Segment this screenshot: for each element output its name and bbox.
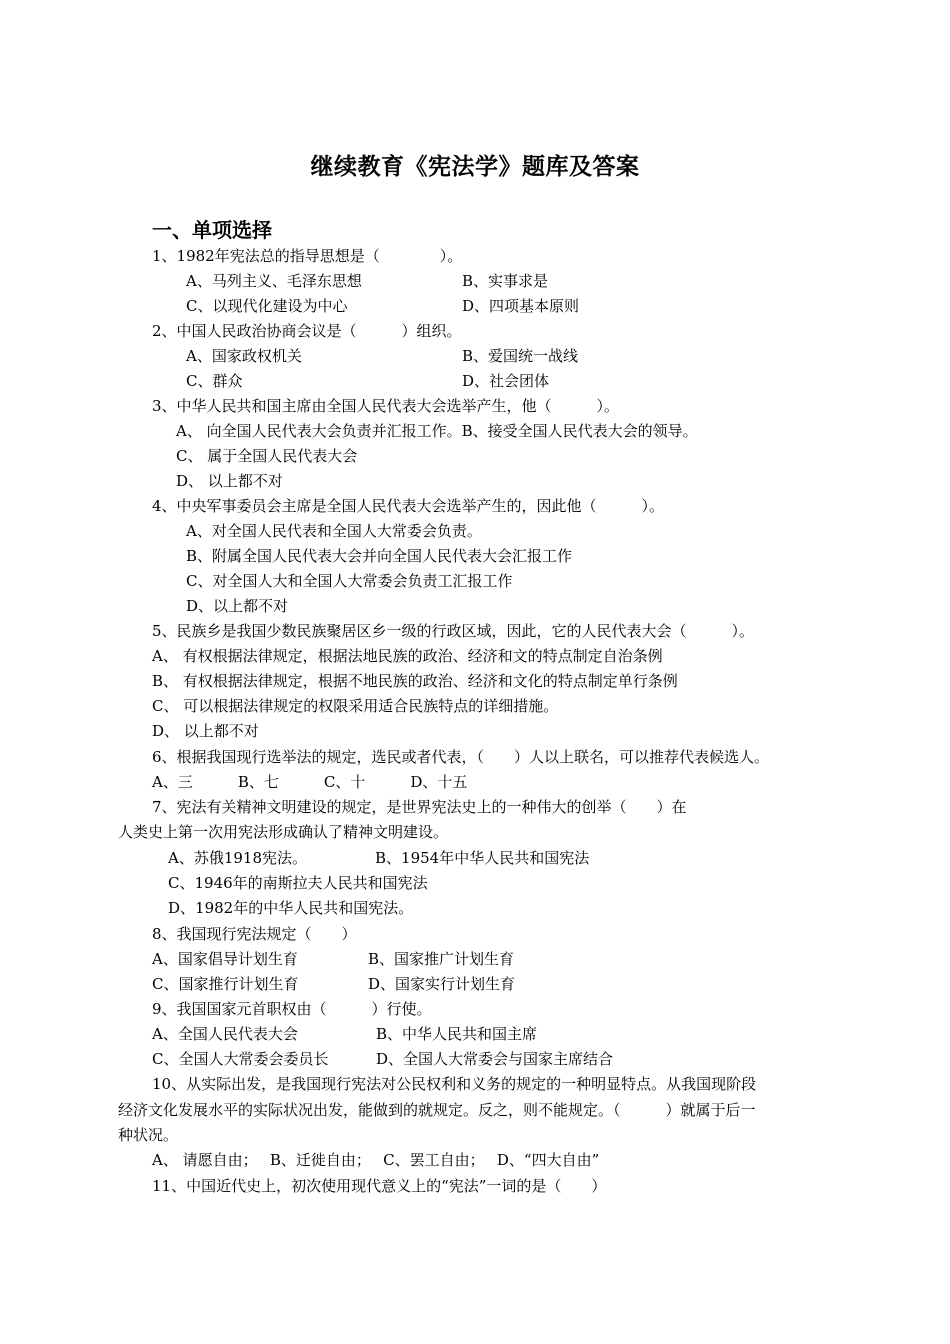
- question-7-option-a: A、苏俄1918宪法。: [168, 849, 308, 867]
- question-1-option-d: D、四项基本原则: [462, 297, 580, 315]
- question-5-option-b: B、 有权根据法律规定，根据不地民族的政治、经济和文化的特点制定单行条例: [152, 672, 678, 690]
- question-8-option-d: D、国家实行计划生育: [368, 975, 516, 993]
- question-4: 4、中央军事委员会主席是全国人民代表大会选举产生的，因此他（ ）。: [152, 497, 665, 515]
- question-2-option-d: D、社会团体: [462, 372, 550, 390]
- question-1: 1、1982年宪法总的指导思想是（ ）。: [152, 247, 463, 265]
- question-9-option-a: A、全国人民代表大会: [152, 1025, 298, 1043]
- question-5-option-d: D、 以上都不对: [152, 722, 259, 740]
- question-3: 3、中华人民共和国主席由全国人民代表大会选举产生，他（ ）。: [152, 397, 620, 415]
- question-7-option-c: C、1946年的南斯拉夫人民共和国宪法: [168, 874, 428, 892]
- question-5-option-c: C、 可以根据法律规定的权限采用适合民族特点的详细措施。: [152, 697, 559, 715]
- question-6: 6、根据我国现行选举法的规定，选民或者代表，（ ）人以上联名，可以推荐代表候选人。: [152, 748, 770, 766]
- question-8-option-a: A、国家倡导计划生育: [152, 950, 298, 968]
- question-6-options: A、三 B、七 C、十 D、十五: [152, 773, 468, 791]
- question-9-option-b: B、中华人民共和国主席: [376, 1025, 538, 1043]
- question-10-options: A、 请愿自由； B、迁徙自由； C、罢工自由； D、“四大自由”: [152, 1151, 600, 1169]
- question-3-option-d: D、 以上都不对: [176, 472, 283, 490]
- question-7-option-d: D、1982年的中华人民共和国宪法。: [168, 899, 414, 917]
- question-1-option-c: C、以现代化建设为中心: [186, 297, 348, 315]
- question-2-option-b: B、爱国统一战线: [462, 347, 579, 365]
- question-5: 5、民族乡是我国少数民族聚居区乡一级的行政区域，因此，它的人民代表大会（ ）。: [152, 622, 755, 640]
- question-10: 10、从实际出发，是我国现行宪法对公民权利和义务的规定的一种明显特点。从我国现阶段: [152, 1075, 757, 1093]
- question-1-option-b: B、实事求是: [462, 272, 549, 290]
- question-2-option-a: A、国家政权机关: [186, 347, 302, 365]
- document-title: 继续教育《宪法学》题库及答案: [310, 154, 640, 180]
- question-7-option-b: B、1954年中华人民共和国宪法: [375, 849, 590, 867]
- question-3-options-ab: A、 向全国人民代表大会负责并汇报工作。B、接受全国人民代表大会的领导。: [176, 422, 698, 440]
- question-4-option-d: D、以上都不对: [186, 597, 289, 615]
- question-9: 9、我国国家元首职权由（ ）行使。: [152, 1000, 432, 1018]
- question-10-continued-2: 种状况。: [118, 1126, 179, 1144]
- question-1-option-a: A、马列主义、毛泽东思想: [186, 272, 362, 290]
- question-9-option-c: C、全国人大常委会委员长: [152, 1050, 329, 1068]
- question-9-option-d: D、全国人大常委会与国家主席结合: [376, 1050, 614, 1068]
- question-7: 7、宪法有关精神文明建设的规定，是世界宪法史上的一种伟大的创举（ ）在: [152, 798, 687, 816]
- question-2: 2、中国人民政治协商会议是（ ）组织。: [152, 322, 462, 340]
- question-4-option-c: C、对全国人大和全国人大常委会负责工汇报工作: [186, 572, 513, 590]
- question-3-option-c: C、 属于全国人民代表大会: [176, 447, 358, 465]
- question-11: 11、中国近代史上，初次使用现代意义上的“宪法”一词的是（ ）: [152, 1177, 607, 1195]
- section-heading: 一、单项选择: [152, 218, 272, 242]
- question-8-option-b: B、国家推广计划生育: [368, 950, 515, 968]
- question-2-option-c: C、群众: [186, 372, 243, 390]
- question-4-option-b: B、附属全国人民代表大会并向全国人民代表大会汇报工作: [186, 547, 573, 565]
- question-5-option-a: A、 有权根据法律规定，根据法地民族的政治、经济和文的特点制定自治条例: [152, 647, 663, 665]
- question-8: 8、我国现行宪法规定（ ）: [152, 925, 357, 943]
- question-10-continued: 经济文化发展水平的实际状况出发，能做到的就规定。反之，则不能规定。（ ）就属于后一: [118, 1101, 756, 1119]
- question-4-option-a: A、对全国人民代表和全国人大常委会负责。: [186, 522, 482, 540]
- question-7-continued: 人类史上第一次用宪法形成确认了精神文明建设。: [118, 823, 449, 841]
- question-8-option-c: C、国家推行计划生育: [152, 975, 299, 993]
